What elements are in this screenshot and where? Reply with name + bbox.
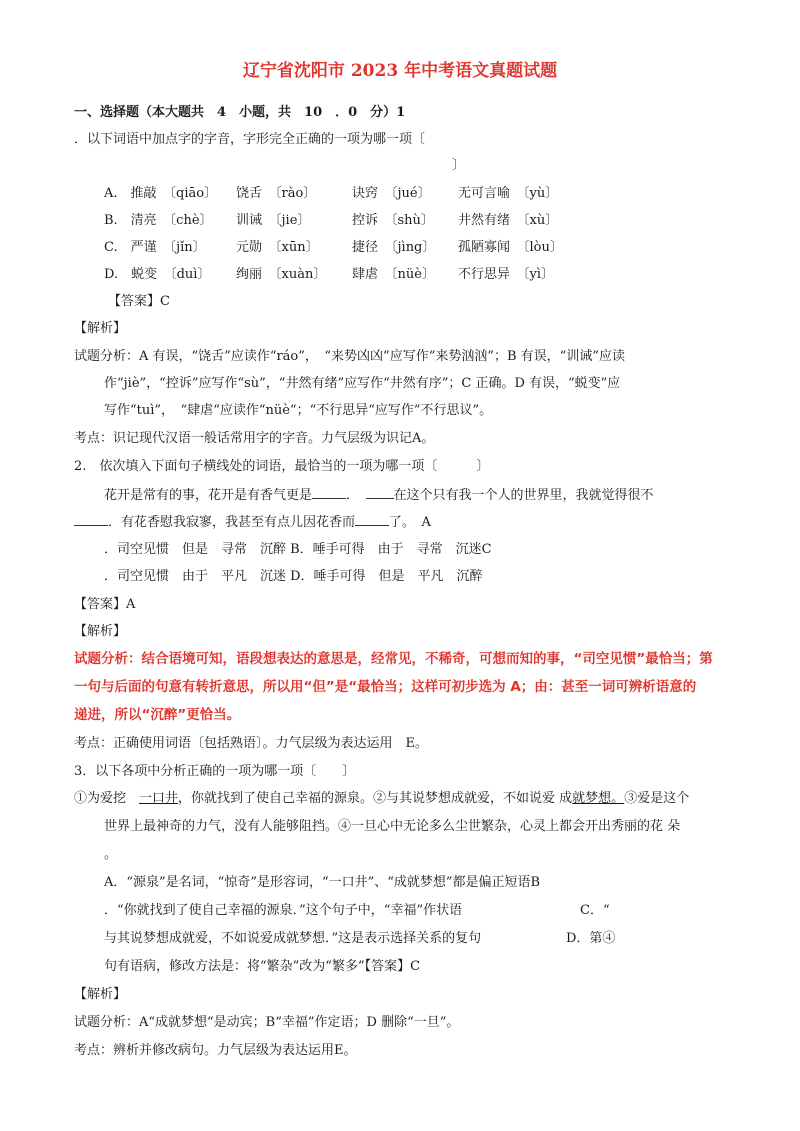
q3-option-line: C．“ — [580, 903, 610, 918]
q3-sentence-line — [74, 790, 689, 808]
q1-option-cell: 井然有绪 〔xù〕 — [458, 213, 559, 228]
fill-blank — [366, 486, 394, 499]
q1-answer: 【答案】C — [108, 294, 170, 309]
q1-analysis-label: 【解析】 — [74, 321, 127, 336]
q2-kaodian: 考点：正确使用词语〔包括熟语〕。力气层级为表达运用 E。 — [74, 736, 428, 751]
q1-option-cell: C. 严谨 〔jǐn〕 — [104, 240, 206, 255]
q2-answer: 【答案】A — [74, 597, 136, 612]
q2-paragraph-line — [74, 513, 431, 532]
q3-text: ③爱是这个 — [624, 791, 690, 806]
q1-option-cell: 诀窍 〔jué〕 — [352, 186, 431, 201]
q3-text: ，你就找到了使自己幸福的源泉。②与其说梦想成就爱，不如说爱 成 — [178, 791, 573, 806]
q3-kaodian: 考点：辨析并修改病句。力气层级为表达运用E。 — [74, 1043, 357, 1058]
q2-option-line: ．司空见惯 但是 寻常 沉醉 B．唾手可得 由于 寻常 沉迷C — [104, 542, 492, 557]
q1-option-cell: 肆虐 〔nüè〕 — [352, 267, 435, 282]
q1-option-cell: B. 清亮 〔chè〕 — [104, 213, 213, 228]
fill-blank — [355, 513, 389, 526]
page-title: 辽宁省沈阳市 2023 年中考语文真题试题 — [242, 61, 558, 81]
q3-option-line: A．“源泉”是名词，“惊奇”是形容词，“一口井”、“成就梦想”都是偏正短语B — [104, 875, 541, 890]
q1-option-cell: 饶舌 〔rào〕 — [236, 186, 317, 201]
q1-option-cell: 训诫 〔jie〕 — [236, 213, 311, 228]
q1-option-cell: 捷径 〔jìng〕 — [352, 240, 436, 255]
q3-option-line: 句有语病，修改方法是：将“繁杂”改为“繁多”【答案】C — [104, 959, 421, 974]
q2-analysis-line: 递进，所以“沉醉”更恰当。 — [74, 707, 241, 723]
q3-stem: 3．以下各项中分析正确的一项为哪一项〔 〕 — [74, 764, 356, 779]
q1-option-cell: 绚丽 〔xuàn〕 — [236, 267, 327, 282]
q1-stem: ．以下词语中加点字的字音，字形完全正确的一项为哪一项〔 — [74, 132, 426, 147]
q3-analysis: 试题分析：A“成就梦想“是动宾；B“幸福”作定语；D 删除“一旦”。 — [74, 1015, 460, 1030]
q3-text: ①为爱挖 — [74, 791, 140, 806]
section-header: 一、选择题（本大题共 4 小题，共 10 ．0 分）1 — [74, 105, 406, 120]
q2-paragraph-line — [104, 486, 654, 505]
q2-text: ． — [346, 488, 353, 503]
q1-option-cell: 元勋 〔xūn〕 — [236, 240, 319, 255]
q1-option-cell: A. 推敲 〔qiāo〕 — [104, 186, 218, 201]
q2-analysis-line: 一句与后面的句意有转折意思，所以用“但”是“最恰当；这样可初步选为 A；由：甚至一词可辨析语意的 — [74, 679, 697, 695]
q3-sentence-line: 世界上最神奇的力气，没有人能够阻挡。④一旦心中无论多么尘世繁杂，心灵上都会开出秀丽的花 朵 — [104, 819, 681, 834]
q1-analysis-line: 作“jiè”，“控诉”应写作“sù”，“井然有绪”应写作“井然有序”；C 正确。D 有误，“蜕变”应 — [104, 376, 621, 391]
q1-option-cell: 无可言喻 〔yù〕 — [458, 186, 559, 201]
q3-underlined-text: 一口井 — [139, 791, 179, 806]
q2-text: 在这个只有我一个人的世界里，我就觉得很不 — [393, 488, 654, 503]
q3-sentence-line: 。 — [104, 847, 118, 862]
q1-analysis-line: 写作“tuì”， “肆虐“应读作“nüè“；“不行思异“应写作”不行思议”。 — [104, 403, 493, 418]
q1-kaodian: 考点：识记现代汉语一般话常用字的字音。力气层级为识记A。 — [74, 431, 435, 446]
q3-underlined-text: 就梦想。 — [572, 791, 625, 806]
q1-option-cell: 孤陋寡闻 〔lòu〕 — [458, 240, 563, 255]
q1-option-cell: 不行思异 〔yì〕 — [458, 267, 555, 282]
q3-option-line: ．“你就找到了使自己幸福的源泉．”这个句子中，“幸福”作状语 — [104, 903, 463, 918]
q2-stem: 2. 依次填入下面句子横线处的词语，最恰当的一项为哪一项〔 〕 — [74, 459, 490, 474]
q2-text: 了。 A — [389, 515, 431, 530]
q2-option-line: ．司空见惯 由于 平凡 沉迷 D．唾手可得 但是 平凡 沉醉 — [104, 569, 483, 584]
q3-option-line: D．第④ — [566, 931, 616, 946]
fill-blank — [74, 513, 108, 526]
q2-analysis-line: 试题分析：结合语境可知，语段想表达的意思是，经常见，不稀奇，可想而知的事，“司空见惯”最恰当；第 — [74, 651, 713, 667]
q3-analysis-label: 【解析】 — [74, 987, 127, 1002]
q2-analysis-label: 【解析】 — [74, 624, 127, 639]
fill-blank — [312, 486, 346, 499]
q2-text: 花开是常有的事，花开是有香气更是 — [104, 488, 313, 503]
q1-option-cell: 控诉 〔shù〕 — [352, 213, 434, 228]
q3-option-line: 与其说梦想成就爱，不如说爱成就梦想．”这是表示选择关系的复句 — [104, 931, 482, 946]
q1-stem-end: 〕 — [452, 158, 466, 173]
q2-text: ．有花香慰我寂寥，我甚至有点儿因花香而 — [108, 515, 356, 530]
q1-option-cell: D. 蜕变 〔duì〕 — [104, 267, 211, 282]
q1-analysis-line: 试题分析：A 有误，“饶舌”应读作“ráo”， “来势凶凶”应写作“来势汹汹”；B 有误，“训诫”应读 — [74, 349, 625, 364]
